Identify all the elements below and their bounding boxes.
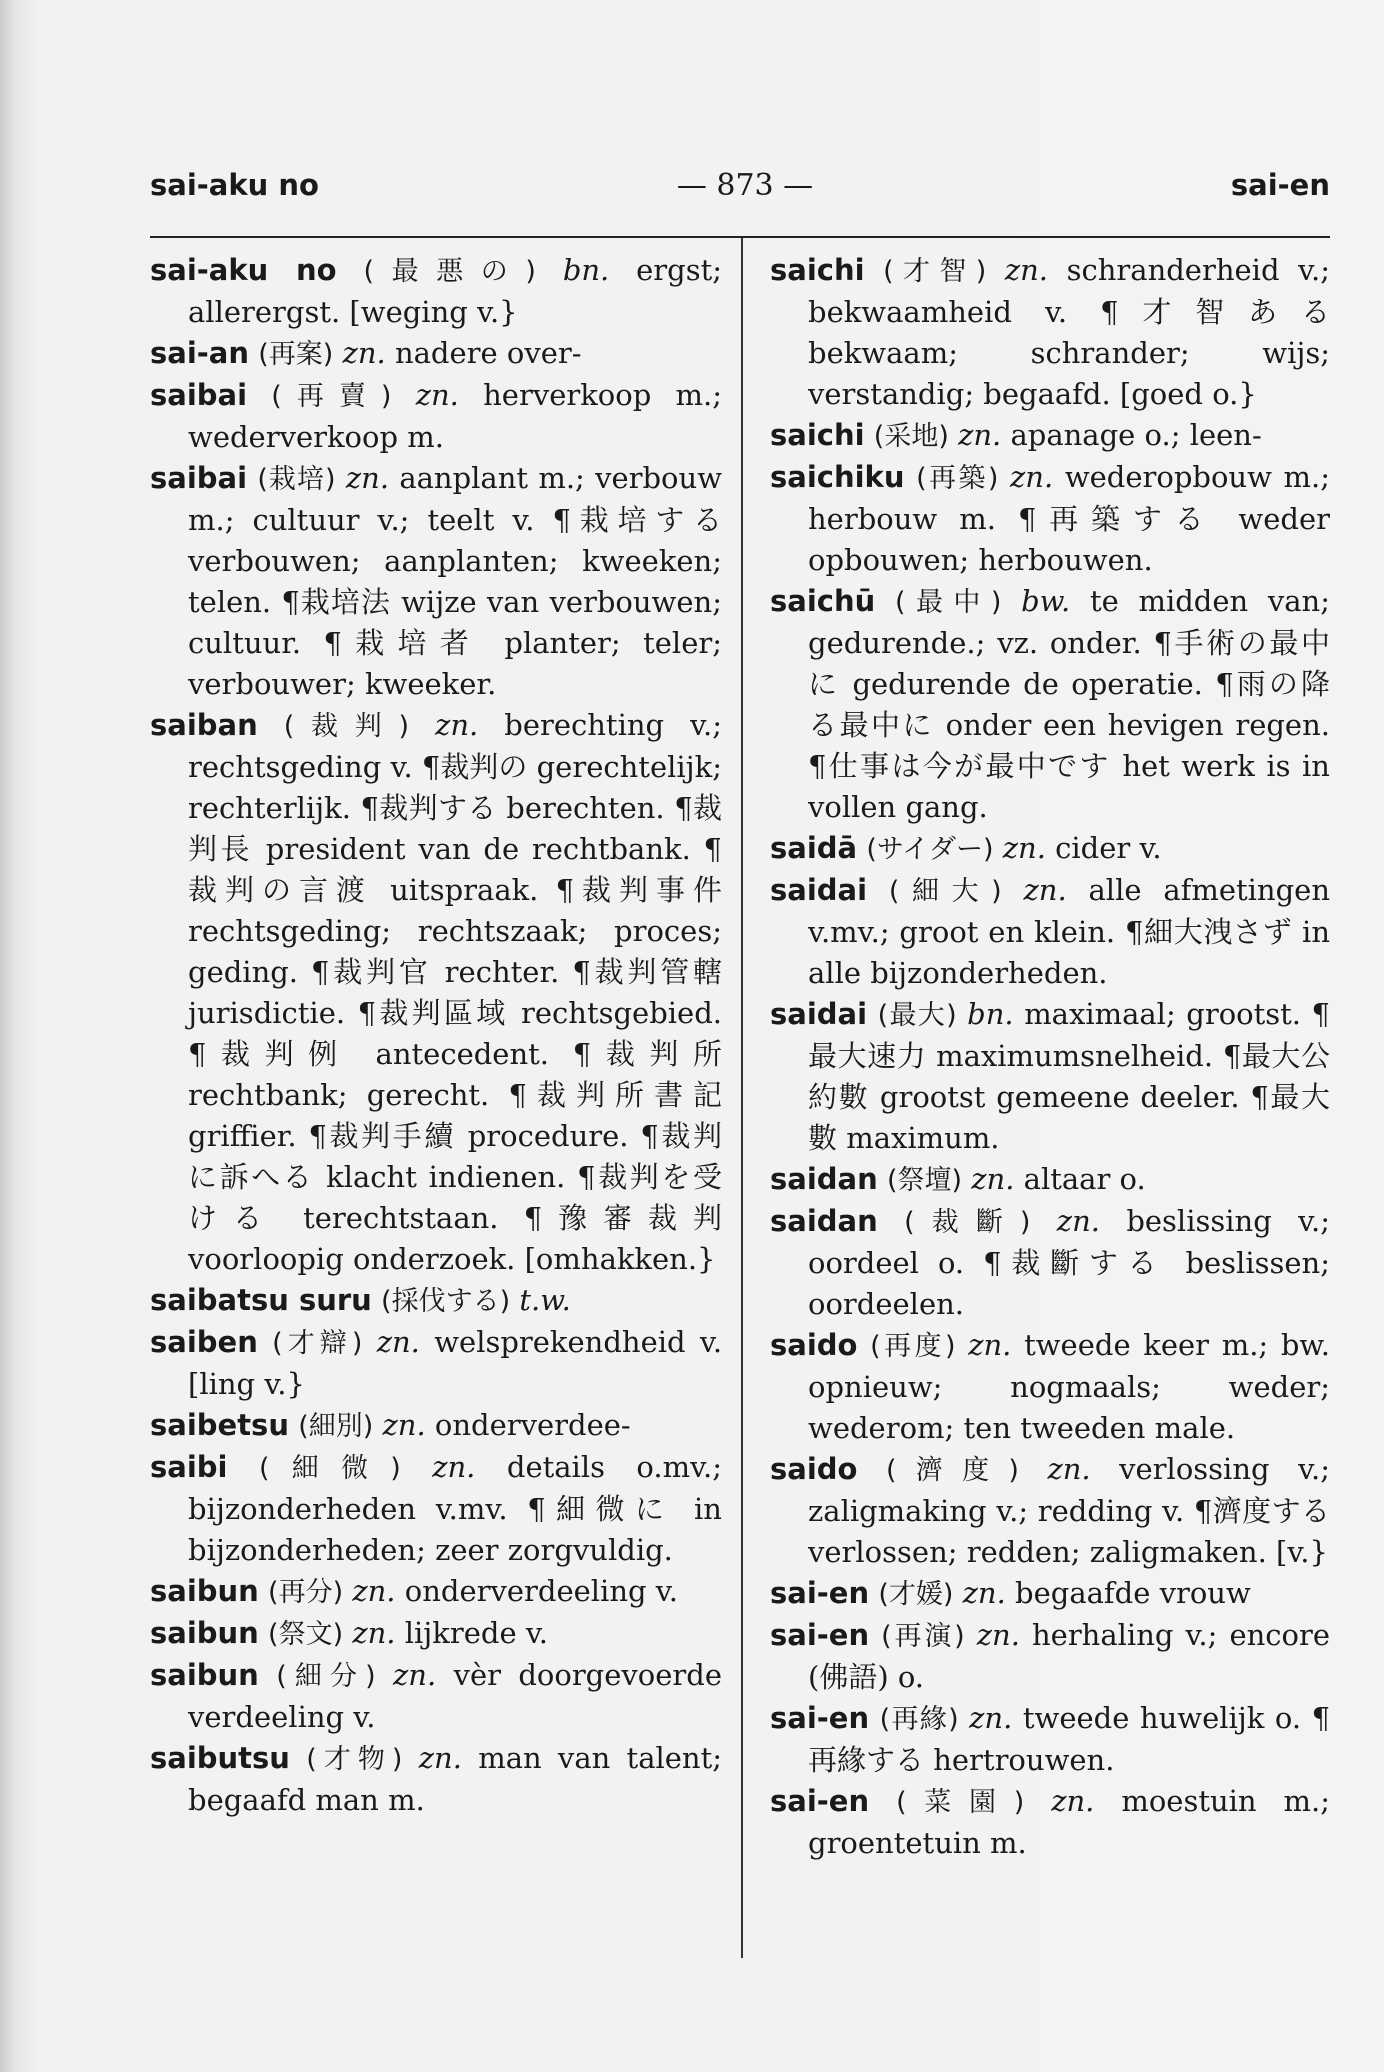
headword: saibatsu suru	[150, 1283, 372, 1317]
kanji-form: (採伐する)	[381, 1286, 511, 1317]
definition: welsprekendheid v. [ling v.}	[188, 1325, 723, 1401]
definition: schranderheid v.; bekwaamheid v. ¶才智ある bekwaam; schrander; wijs; verstandig; begaafd. [goed o.}	[808, 253, 1331, 411]
dictionary-entry	[150, 1322, 722, 1405]
dictionary-entry	[770, 581, 1330, 828]
kanji-form: (再緣)	[879, 1704, 959, 1735]
part-of-speech: zn.	[1010, 460, 1054, 494]
definition: begaafde vrouw	[1015, 1576, 1251, 1610]
headword: saidai	[770, 997, 868, 1031]
definition: berechting v.; rechtsgeding v. ¶裁判の gerechtelijk; rechterlijk. ¶裁判する berechten. ¶裁判長 president van de rechtbank. ¶裁判の言渡 uitspraak. ¶裁判事件 rechtsgeding; rechtszaak; proces; geding. ¶裁判官 rechter. ¶裁判管轄 jurisdictie. ¶裁判區域 rechtsgebied. ¶裁判例 antecedent. ¶裁判所 rechtbank; gerecht. ¶裁判所書記 griffier. ¶裁判手續 procedure. ¶裁判に訴へる klacht indienen. ¶裁判を受ける terechtstaan. ¶豫審裁判 voorloopig onderzoek. [omhakken.}	[188, 708, 723, 1276]
headword: saido	[770, 1452, 858, 1486]
definition: vèr doorgevoerde verdeeling v.	[188, 1658, 723, 1734]
part-of-speech: zn.	[376, 1325, 420, 1359]
definition: beslissing v.; oordeel o. ¶裁斷する beslissen; oordeelen.	[808, 1204, 1331, 1321]
header-first-entry: sai-aku no	[150, 168, 319, 202]
kanji-form: (再演)	[881, 1621, 965, 1652]
part-of-speech: bw.	[1021, 584, 1071, 618]
kanji-form: (最中)	[894, 587, 1002, 618]
headword: saido	[770, 1328, 858, 1362]
dictionary-entry	[150, 458, 722, 705]
dictionary-entry	[770, 994, 1330, 1159]
kanji-form: (再案)	[258, 339, 334, 370]
dictionary-entry	[150, 1447, 722, 1571]
definition: onderverdeeling v.	[404, 1574, 678, 1608]
definition: herhaling v.; encore (佛語) o.	[808, 1618, 1331, 1694]
kanji-form: (再築)	[916, 463, 999, 494]
headword: sai-an	[150, 336, 250, 370]
part-of-speech: zn.	[435, 708, 479, 742]
part-of-speech: zn.	[352, 1574, 396, 1608]
part-of-speech: zn.	[1002, 831, 1046, 865]
definition: nadere over-	[394, 336, 582, 370]
kanji-form: (細大)	[888, 876, 1002, 907]
kanji-form: (細微)	[258, 1453, 401, 1484]
definition: lijkrede v.	[404, 1616, 548, 1650]
part-of-speech: zn.	[1023, 873, 1067, 907]
headword: saibun	[150, 1574, 259, 1608]
definition: wederopbouw m.; herbouw m. ¶再築する weder opbouwen; herbouwen.	[808, 460, 1331, 577]
part-of-speech: zn.	[432, 1450, 476, 1484]
dictionary-entry	[770, 250, 1330, 415]
dictionary-entry	[150, 1613, 722, 1655]
headword: saibutsu	[150, 1741, 290, 1775]
dictionary-entry	[770, 1698, 1330, 1781]
kanji-form: (裁判)	[283, 711, 410, 742]
dictionary-entry	[770, 1325, 1330, 1449]
dictionary-entry	[150, 375, 722, 458]
part-of-speech: zn.	[958, 418, 1002, 452]
part-of-speech: zn.	[342, 336, 386, 370]
dictionary-entry	[770, 1449, 1330, 1573]
header-rule	[150, 236, 1330, 238]
definition: tweede keer m.; bw. opnieuw; nogmaals; weder; wederom; ten tweeden male.	[808, 1328, 1331, 1445]
headword: saibun	[150, 1616, 259, 1650]
headword: saibai	[150, 461, 248, 495]
part-of-speech: zn.	[1056, 1204, 1100, 1238]
part-of-speech: zn.	[1047, 1452, 1091, 1486]
definition: moestuin m.; groentetuin m.	[808, 1784, 1331, 1860]
kanji-form: (才智)	[883, 256, 987, 287]
part-of-speech: zn.	[393, 1658, 437, 1692]
headword: sai-en	[770, 1618, 870, 1652]
headword: sai-aku no	[150, 253, 337, 287]
kanji-form: (栽培)	[257, 464, 336, 495]
definition: cider v.	[1055, 831, 1162, 865]
headword: saidan	[770, 1204, 878, 1238]
kanji-form: (最大)	[877, 1000, 957, 1031]
definition: man van talent; begaafd man m.	[188, 1741, 723, 1817]
dictionary-entry	[770, 415, 1330, 457]
kanji-form: (才物)	[306, 1744, 403, 1775]
headword: saibai	[150, 378, 248, 412]
part-of-speech: zn.	[962, 1576, 1006, 1610]
headword: saibetsu	[150, 1408, 289, 1442]
part-of-speech: zn.	[969, 1701, 1013, 1735]
dictionary-entry	[770, 1159, 1330, 1201]
headword: sai-en	[770, 1784, 870, 1818]
definition: aanplant m.; verbouw m.; cultuur v.; teelt v. ¶栽培する verbouwen; aanplanten; kweeken; telen. ¶栽培法 wijze van verbouwen; cultuur. ¶栽培者 planter; teler; verbouwer; kweeker.	[188, 461, 723, 701]
part-of-speech: zn.	[382, 1408, 426, 1442]
definition: te midden van; gedurende.; vz. onder. ¶手術の最中に gedurende de operatie. ¶雨の降る最中に onder een hevigen regen. ¶仕事は今が最中です het werk is in vollen gang.	[808, 584, 1331, 824]
right-column	[770, 250, 1330, 1864]
page-number: — 873 —	[676, 168, 814, 203]
headword: saibi	[150, 1450, 228, 1484]
part-of-speech: bn.	[562, 253, 610, 287]
definition: herverkoop m.; wederverkoop m.	[188, 378, 723, 454]
part-of-speech: bn.	[967, 997, 1014, 1031]
part-of-speech: zn.	[1004, 253, 1049, 287]
left-column	[150, 250, 722, 1821]
dictionary-entry	[770, 1781, 1330, 1864]
kanji-form: (才辯)	[272, 1328, 363, 1359]
headword: sai-en	[770, 1576, 870, 1610]
part-of-speech: zn.	[971, 1162, 1015, 1196]
definition: ergst; allerergst. [weging v.}	[188, 253, 723, 329]
kanji-form: (再度)	[870, 1331, 956, 1362]
definition: details o.mv.; bijzonderheden v.mv. ¶細微に in bijzonderheden; zeer zorgvuldig.	[188, 1450, 723, 1567]
definition: apanage o.; leen-	[1010, 418, 1262, 452]
dictionary-entry	[770, 828, 1330, 870]
dictionary-entry	[150, 1405, 722, 1447]
definition: alle afmetingen v.mv.; groot en klein. ¶細大洩さず in alle bijzonderheden.	[808, 873, 1331, 990]
part-of-speech: zn.	[352, 1616, 396, 1650]
headword: saidai	[770, 873, 868, 907]
part-of-speech: zn.	[968, 1328, 1012, 1362]
definition: tweede huwelijk o. ¶再緣する hertrouwen.	[808, 1701, 1331, 1777]
kanji-form: (祭壇)	[886, 1165, 963, 1196]
dictionary-entry	[150, 250, 722, 333]
header-last-entry: sai-en	[1230, 168, 1330, 202]
headword: saichū	[770, 584, 876, 618]
kanji-form: (細分)	[276, 1661, 376, 1692]
part-of-speech: zn.	[345, 461, 390, 495]
headword: saibun	[150, 1658, 259, 1692]
headword: saichi	[770, 418, 865, 452]
definition: altaar o.	[1023, 1162, 1146, 1196]
dictionary-entry	[150, 1280, 722, 1322]
part-of-speech: t.w.	[519, 1283, 571, 1317]
column-divider	[741, 238, 743, 1958]
kanji-form: (才媛)	[878, 1579, 954, 1610]
headword: saidan	[770, 1162, 878, 1196]
definition: onderverdee-	[434, 1408, 631, 1442]
kanji-form: (細別)	[298, 1411, 374, 1442]
page-header	[150, 168, 1330, 218]
kanji-form: (菜園)	[896, 1787, 1025, 1818]
kanji-form: (祭文)	[268, 1619, 344, 1650]
kanji-form: (サイダー)	[866, 834, 994, 865]
dictionary-entry	[770, 1615, 1330, 1698]
part-of-speech: zn.	[1051, 1784, 1095, 1818]
headword: saichiku	[770, 460, 905, 494]
definition: maximaal; grootst. ¶最大速力 maximumsnelheid. ¶最大公約數 grootst gemeene deeler. ¶最大數 maximum.	[808, 997, 1331, 1155]
part-of-speech: zn.	[415, 378, 459, 412]
headword: saidā	[770, 831, 858, 865]
kanji-form: (再分)	[268, 1577, 344, 1608]
headword: saiban	[150, 708, 258, 742]
dictionary-entry	[150, 1738, 722, 1821]
headword: sai-en	[770, 1701, 870, 1735]
headword: saichi	[770, 253, 865, 287]
kanji-form: (最悪の)	[363, 256, 536, 287]
part-of-speech: zn.	[976, 1618, 1020, 1652]
definition: verlossing v.; zaligmaking v.; redding v. ¶濟度する verlossen; redden; zaligmaken. [v.}	[808, 1452, 1331, 1569]
headword: saiben	[150, 1325, 258, 1359]
dictionary-entry	[770, 870, 1330, 994]
dictionary-entry	[770, 1201, 1330, 1325]
kanji-form: (采地)	[873, 421, 949, 452]
dictionary-entry	[770, 457, 1330, 581]
dictionary-entry	[150, 705, 722, 1280]
kanji-form: (濟度)	[885, 1455, 1019, 1486]
kanji-form: (裁斷)	[904, 1207, 1031, 1238]
dictionary-entry	[150, 1655, 722, 1738]
dictionary-entry	[150, 333, 722, 375]
part-of-speech: zn.	[418, 1741, 462, 1775]
dictionary-entry	[150, 1571, 722, 1613]
kanji-form: (再賣)	[271, 381, 392, 412]
dictionary-entry	[770, 1573, 1330, 1615]
